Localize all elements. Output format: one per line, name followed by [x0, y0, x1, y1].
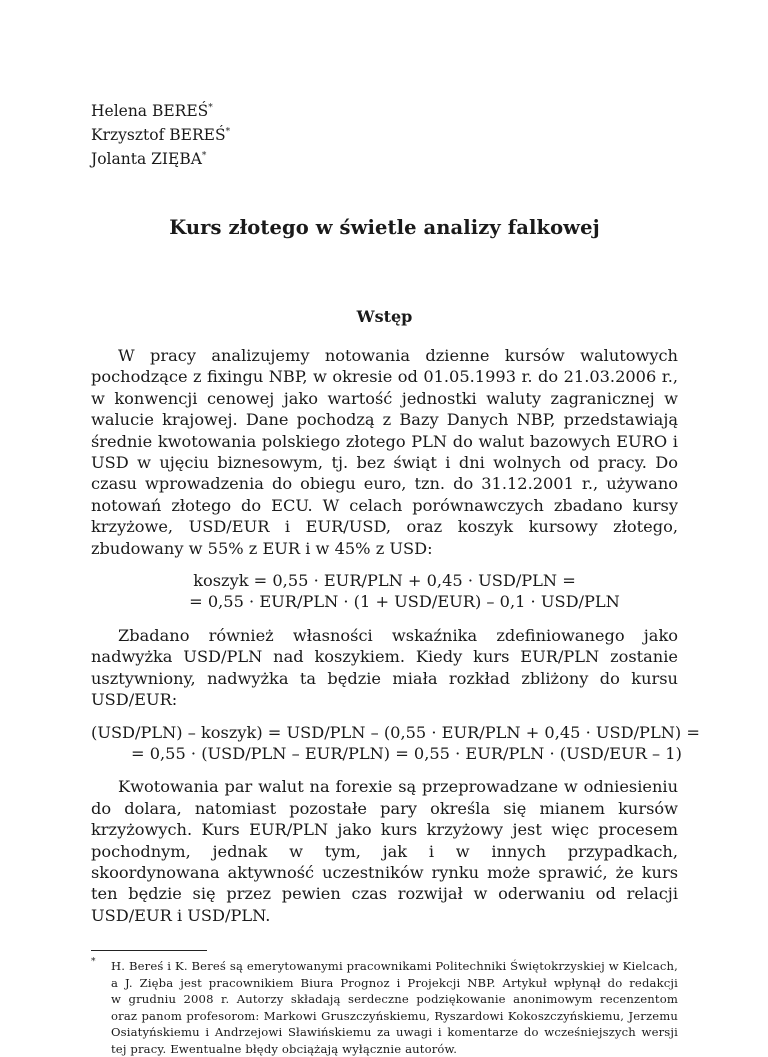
footnote-line: H. Bereś i K. Bereś są emerytowanymi pracownikami Politechniki Świętokrzyskiej w Kielcach,: [111, 959, 678, 974]
author-name: Helena BEREŚ: [91, 102, 209, 120]
paragraph-3: Kwotowania par walut na forexie są przeprowadzane w odniesieniu do dolara, natomiast pozostałe pary określa się mianem kursów krzyżowych. Kurs EUR/PLN jako kurs krzyżowy jest więc procesem pochodnym, jednak w tym, jak i w innych przypadkach, skoordynowana aktywność uczestników rynku może sprawić, że kurs ten będzie się przez pewien czas rozwijał w oderwaniu od relacji USD/EUR i USD/PLN.: [91, 777, 678, 925]
author-name: Jolanta ZIĘBA: [91, 150, 202, 168]
author-footnote-mark: *: [225, 127, 231, 137]
footnote-line: Osiatyńskiemu i Andrzejowi Sławińskiemu za uwagi i komentarze do wcześniejszych wersji: [111, 1025, 678, 1040]
formula-surplus: [91, 722, 700, 765]
footnote-mark: *: [91, 957, 96, 968]
author-3: [91, 146, 678, 170]
formula-line: koszyk = 0,55 · EUR/PLN + 0,45 · USD/PLN =: [193, 571, 576, 591]
author-list: [91, 98, 678, 170]
footnote-line: tej pracy. Ewentualne błędy obciążają wyłącznie autorów.: [111, 1041, 458, 1056]
article-page: [91, 98, 700, 1057]
author-footnote-mark: *: [201, 151, 207, 161]
article-title: Kurs złotego w świetle analizy falkowej: [169, 216, 600, 239]
formula-line: = 0,55 · (USD/PLN – EUR/PLN) = 0,55 · EUR/PLN · (USD/EUR – 1): [131, 743, 682, 763]
author-1: [91, 98, 678, 122]
footnote-line: a J. Zięba jest pracownikiem Biura Prognoz i Projekcji NBP. Artykuł wpłynął do redakcji: [111, 975, 678, 990]
author-name: Krzysztof BEREŚ: [91, 126, 226, 144]
footnote: [91, 958, 678, 1057]
formula-line: = 0,55 · EUR/PLN · (1 + USD/EUR) – 0,1 · USD/PLN: [189, 592, 620, 612]
formula-line: (USD/PLN) – koszyk) = USD/PLN – (0,55 · EUR/PLN + 0,45 · USD/PLN) =: [91, 722, 700, 742]
footnote-divider: [91, 950, 207, 951]
author-2: [91, 122, 678, 146]
paragraph-2: Zbadano również własności wskaźnika zdefiniowanego jako nadwyżka USD/PLN nad koszykiem. Kiedy kurs EUR/PLN zostanie usztywniony, nadwyżka ta będzie miała rozkład zbliżony do kursu USD/EUR:: [91, 625, 678, 710]
paragraph-1: W pracy analizujemy notowania dzienne kursów walutowych pochodzące z fixingu NBP, w okresie od 01.05.1993 r. do 21.03.2006 r., w konwencji cenowej jako wartość jednostki waluty zagranicznej w walucie krajowej. Dane pochodzą z Bazy Danych NBP, przedstawiają średnie kwotowania polskiego złotego PLN do walut bazowych EURO i USD w ujęciu biznesowym, tj. bez świąt i dni wolnych od pracy. Do czasu wprowadzenia do obiegu euro, tzn. do 31.12.2001 r., używano notowań złotego do ECU. W celach porównawczych zbadano kursy krzyżowe, USD/EUR i EUR/USD, oraz koszyk kursowy złotego, zbudowany w 55% z EUR i w 45% z USD:: [91, 346, 678, 558]
section-heading: Wstęp: [356, 307, 413, 326]
footnote-line: w grudniu 2008 r. Autorzy składają serdeczne podziękowanie anonimowym recenzentom: [111, 992, 678, 1007]
footnote-line: oraz panom profesorom: Markowi Gruszczyńskiemu, Ryszardowi Kokoszczyńskiemu, Jerzemu: [111, 1008, 678, 1023]
formula-basket: [91, 570, 678, 613]
author-footnote-mark: *: [208, 103, 213, 113]
